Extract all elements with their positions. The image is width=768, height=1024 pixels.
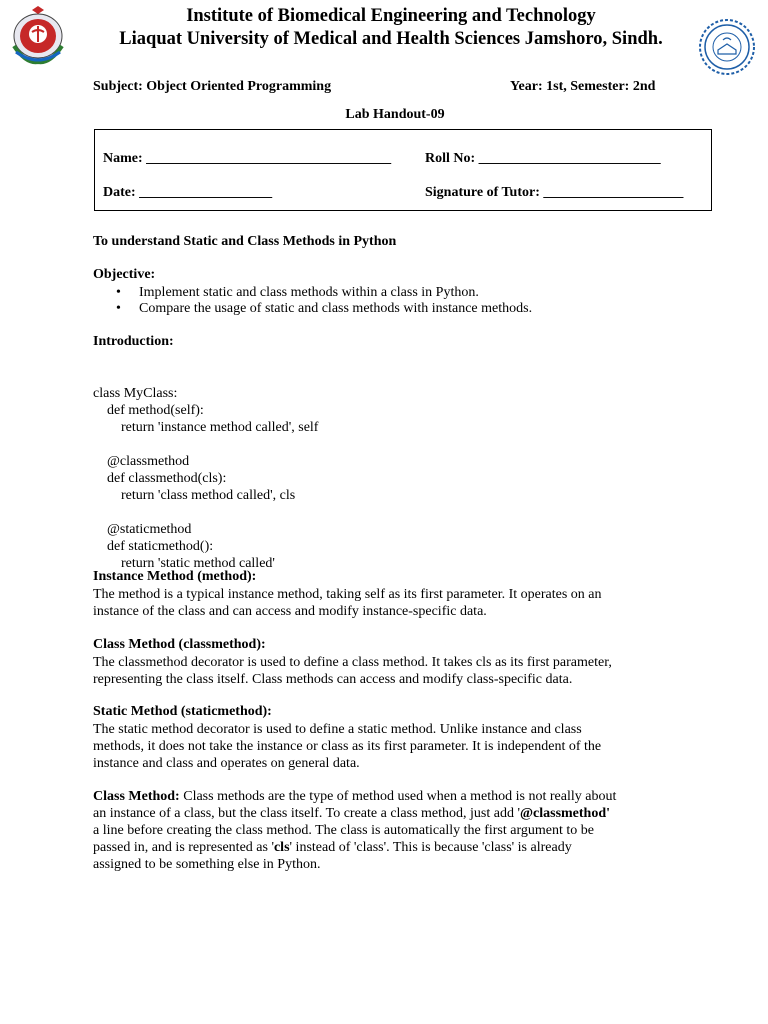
code-line: def classmethod(cls): [93,471,227,486]
class-method-text: The classmethod decorator is used to define a class method. It takes cls as its first parameter, representing the class itself. Class methods can access and modify class-specific data. [93,655,612,687]
static-method-heading: Static Method (staticmethod): [93,704,272,719]
bullet-icon: • [116,285,121,300]
static-method-text: The static method decorator is used to define a static method. Unlike instance and class methods, it does not take the instance or class as its first parameter. It is independent of the instance and class and operates on general data. [93,722,602,771]
instance-method-heading: Instance Method (method): [93,569,257,584]
code-line: @classmethod [93,454,190,469]
tutor-signature-field[interactable]: Signature of Tutor: ____________________ [425,185,684,200]
objective-heading: Objective: [93,267,156,282]
code-line: @staticmethod [93,522,192,537]
code-line: def method(self): [93,403,204,418]
code-line: return 'instance method called', self [93,420,319,435]
code-line [93,436,318,453]
code-line: class MyClass: [93,386,178,401]
year-semester-label: Year: 1st, Semester: 2nd [510,79,656,94]
university-seal [698,18,756,76]
code-line: def staticmethod(): [93,539,214,554]
roll-no-field[interactable]: Roll No: __________________________ [425,151,661,166]
code-block [93,368,318,589]
institute-title: Institute of Biomedical Engineering and Technology [186,6,596,26]
handout-title: Lab Handout-09 [345,107,445,122]
class-method-explanation: Class Method: Class methods are the type of method used when a method is not really about an instance of a class, but the class itself. To create a class method, just add '@classmethod' a line before creating the class method. The class is automatically the first argument to be passed in, and is represented as 'cls' instead of 'class'. This is because 'class' is already assigned to be something else in Python. [93,789,617,872]
code-line: return 'static method called' [93,556,275,571]
bullet-icon: • [116,301,121,316]
date-field[interactable]: Date: ___________________ [103,185,273,200]
code-line [93,504,318,521]
instance-method-text: The method is a typical instance method, taking self as its first parameter. It operates on an instance of the class and can access and modify instance-specific data. [93,587,602,619]
lab-title: To understand Static and Class Methods in Python [93,234,397,249]
code-line: return 'class method called', cls [93,488,296,503]
name-field[interactable]: Name: ___________________________________ [103,151,392,166]
lumhs-seal-icon [698,18,756,76]
introduction-heading: Introduction: [93,334,174,349]
subject-label: Subject: Object Oriented Programming [93,79,332,94]
class-method-label: Class Method: [93,789,180,804]
university-title: Liaquat University of Medical and Health Sciences Jamshoro, Sindh. [119,29,663,49]
class-method-heading: Class Method (classmethod): [93,637,266,652]
